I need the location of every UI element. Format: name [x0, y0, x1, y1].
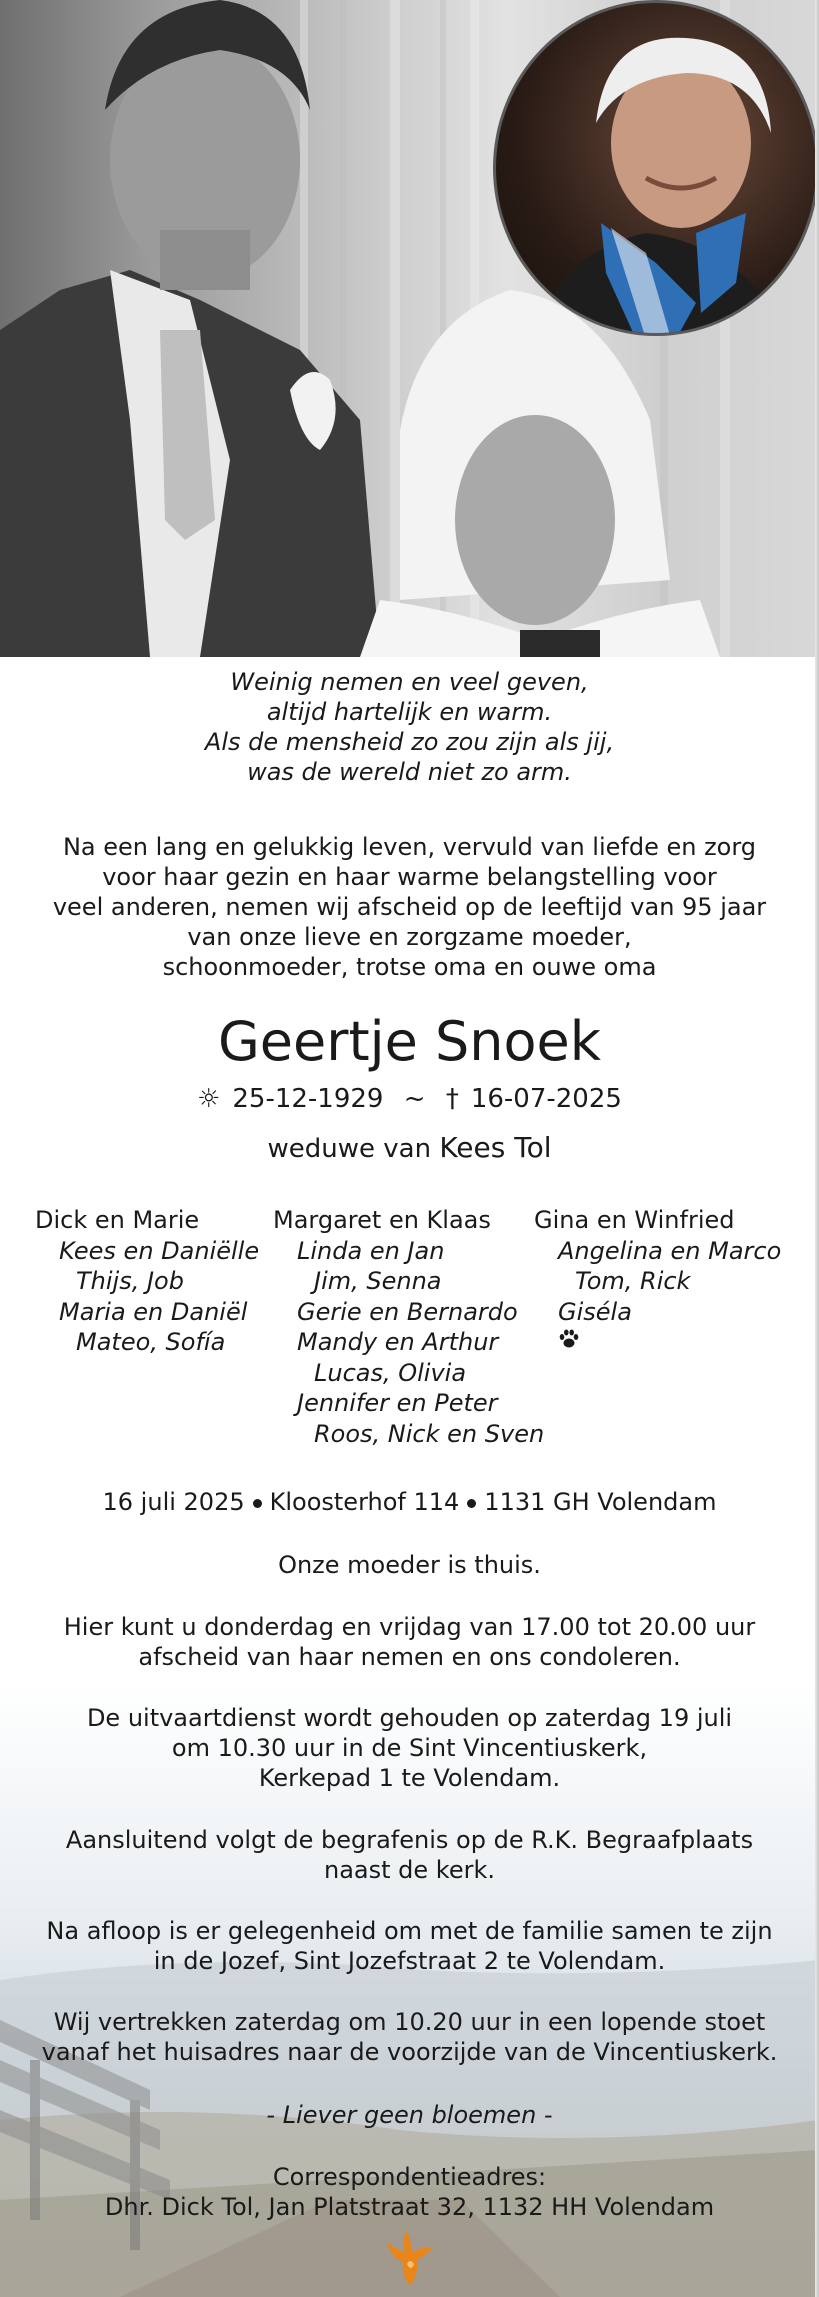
family-member: Linda en Jan	[297, 1236, 445, 1265]
portrait-photo	[493, 0, 819, 336]
family-column-1	[35, 1205, 259, 1358]
intro-line: Na een lang en gelukkig leven, vervuld van liefde en zorg	[62, 833, 757, 861]
dove-logo-icon	[383, 2228, 437, 2288]
bullet-icon	[253, 1499, 262, 1508]
birth-date: 25-12-1929	[232, 1084, 384, 1114]
poem-line: altijd hartelijk en warm.	[266, 698, 553, 726]
visit-line: Hier kunt u donderdag en vrijdag van 17.00 tot 20.00 uur	[63, 1613, 756, 1641]
family-head: Gina en Winfried	[534, 1206, 735, 1234]
poem-line: Weinig nemen en veel geven,	[230, 668, 589, 696]
page-edge	[815, 0, 819, 2297]
poem-line: was de wereld niet zo arm.	[247, 758, 572, 786]
couple-photo	[0, 0, 819, 657]
service-line: Kerkepad 1 te Volendam.	[258, 1764, 561, 1792]
family-member: Gerie en Bernardo	[297, 1297, 518, 1326]
family-member: Jim, Senna	[314, 1267, 442, 1295]
family-member: Roos, Nick en Sven	[314, 1419, 545, 1448]
procession-line: vanaf het huisadres naar de voorzijde van de Vincentiuskerk.	[41, 2038, 778, 2066]
service-line: De uitvaartdienst wordt gehouden op zaterdag 19 juli	[86, 1704, 733, 1732]
burial-line: Aansluitend volgt de begrafenis op de R.K. Begraafplaats	[65, 1826, 754, 1854]
correspondence	[0, 2162, 819, 2222]
cross-icon: †	[445, 1084, 459, 1114]
life-dates	[0, 1082, 819, 1116]
deceased-name: Geertje Snoek	[217, 1010, 602, 1073]
date-separator: ~	[403, 1084, 426, 1114]
family-column-2	[273, 1205, 544, 1449]
procession-line: Wij vertrekken zaterdag om 10.20 uur in een lopende stoet	[53, 2008, 766, 2036]
address-line	[0, 1487, 819, 1517]
poem	[0, 667, 819, 787]
family-member: Giséla	[558, 1297, 632, 1326]
intro-line: voor haar gezin en haar warme belangstelling voor	[102, 863, 717, 891]
family-member: Mandy en Arthur	[297, 1328, 499, 1356]
family-member: Tom, Rick	[575, 1267, 691, 1295]
family-member: Kees en Daniëlle	[59, 1236, 260, 1265]
family-member: Maria en Daniël	[59, 1297, 248, 1326]
family-member: Angelina en Marco	[558, 1236, 782, 1265]
correspondence-label: Correspondentieadres:	[272, 2163, 547, 2191]
gathering-line: in de Jozef, Sint Jozefstraat 2 te Volendam.	[153, 1947, 666, 1975]
paw-icon-shape	[558, 1328, 580, 1350]
intro-text	[0, 832, 819, 982]
burial-notice	[0, 1825, 819, 1885]
visit-line: afscheid van haar nemen en ons condoleren.	[138, 1643, 681, 1671]
intro-line: veel anderen, nemen wij afscheid op de leeftijd van 95 jaar	[52, 893, 767, 921]
family-head: Dick en Marie	[35, 1206, 200, 1234]
gathering-notice	[0, 1916, 819, 1976]
family-column-3	[534, 1205, 781, 1358]
address-date: 16 juli 2025	[102, 1488, 245, 1516]
family-head: Margaret en Klaas	[273, 1206, 491, 1234]
widow-prefix: weduwe van	[267, 1134, 432, 1164]
paw-icon	[534, 1327, 781, 1358]
burial-line: naast de kerk.	[324, 1856, 495, 1884]
home-notice: Onze moeder is thuis.	[278, 1551, 541, 1579]
widow-line	[0, 1131, 819, 1166]
death-date: 16-07-2025	[470, 1084, 622, 1114]
portrait-illustration	[496, 3, 819, 336]
intro-line: schoonmoeder, trotse oma en ouwe oma	[162, 953, 657, 981]
sun-icon: ☼	[197, 1084, 221, 1114]
gathering-line: Na afloop is er gelegenheid om met de familie samen te zijn	[46, 1917, 773, 1945]
correspondence-address: Dhr. Dick Tol, Jan Platstraat 32, 1132 HH Volendam	[104, 2193, 715, 2221]
family-member: Thijs, Job	[76, 1267, 184, 1295]
flowers-notice: - Liever geen bloemen -	[266, 2101, 553, 2129]
husband-name: Kees Tol	[439, 1131, 552, 1164]
address-city: 1131 GH Volendam	[484, 1488, 717, 1516]
address-street: Kloosterhof 114	[269, 1488, 460, 1516]
intro-line: van onze lieve en zorgzame moeder,	[187, 923, 632, 951]
service-notice	[0, 1703, 819, 1793]
family-member: Mateo, Sofía	[76, 1328, 226, 1356]
family-member: Lucas, Olivia	[314, 1358, 467, 1387]
dove-logo-shape	[383, 2228, 437, 2288]
procession-notice	[0, 2007, 819, 2067]
bullet-icon	[467, 1499, 476, 1508]
family-member: Jennifer en Peter	[297, 1389, 498, 1417]
poem-line: Als de mensheid zo zou zijn als jij,	[204, 728, 615, 756]
service-line: om 10.30 uur in de Sint Vincentiuskerk,	[171, 1734, 648, 1762]
visit-notice	[0, 1612, 819, 1672]
